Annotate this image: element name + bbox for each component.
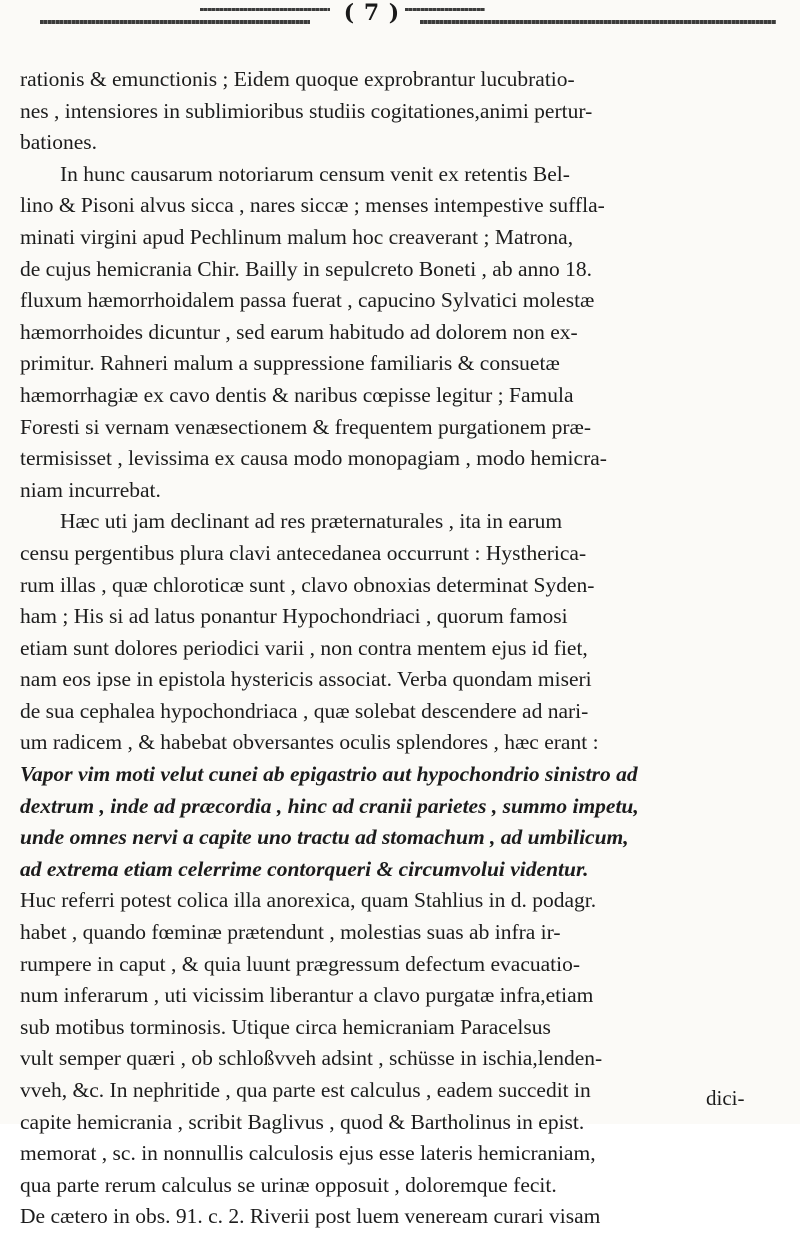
text-line: Foresti si vernam venæsectionem & frequentem purgationem præ-: [20, 414, 592, 439]
header-rule-left: [40, 20, 310, 24]
text-line: primitur. Rahneri malum a suppressione familiaris & consuetæ: [20, 351, 560, 376]
text-line: capite hemicrania , scribit Baglivus , quod & Bartholinus in epist.: [20, 1109, 585, 1134]
text-line: fluxum hæmorrhoidalem passa fuerat , capucino Sylvatici molestæ: [20, 288, 595, 313]
text-line: minati virgini apud Pechlinum malum hoc creaverant ; Matrona,: [20, 224, 574, 249]
text-line-quote: ad extrema etiam celerrime contorqueri & circumvolui videntur.: [20, 856, 589, 881]
text-line: nes , intensiores in sublimioribus studiis cogitationes,animi pertur-: [20, 98, 593, 123]
text-line: vveh, &c. In nephritide , qua parte est calculus , eadem succedit in: [20, 1078, 591, 1102]
page-header: [0, 0, 800, 52]
text-line-quote: Vapor vim moti velut cunei ab epigastrio aut hypochondrio sinistro ad: [20, 762, 638, 787]
body-text: [20, 64, 795, 1233]
header-rule-right: [420, 20, 776, 24]
catchword: dici-: [706, 1086, 745, 1110]
text-line: sub motibus torminosis. Utique circa hemicraniam Paracelsus: [20, 1014, 551, 1039]
header-ornament-left: [200, 8, 330, 11]
text-line: rum illas , quæ chloroticæ sunt , clavo obnoxias determinat Syden-: [20, 572, 595, 597]
text-line: hæmorrhagiæ ex cavo dentis & naribus cœpisse legitur ; Famula: [20, 382, 574, 407]
text-line: lino & Pisoni alvus sicca , nares siccæ ; menses intempestive suffla-: [20, 193, 605, 218]
text-line: De cætero in obs. 91. c. 2. Riverii post luem veneream curari visam: [20, 1204, 601, 1229]
text-line-quote: unde omnes nervi a capite uno tractu ad stomachum , ad umbilicum,: [20, 825, 629, 850]
text-line: bationes.: [20, 130, 98, 155]
text-line: um radicem , & habebat obversantes oculis splendores , hæc erant :: [20, 730, 599, 755]
page-number: ( 7 ): [343, 0, 401, 26]
text-line: Hæc uti jam declinant ad res præternaturales , ita in earum: [60, 509, 563, 534]
text-line: niam incurrebat.: [20, 477, 161, 502]
text-line-quote: dextrum , inde ad præcordia , hinc ad cranii parietes , summo impetu,: [20, 793, 639, 818]
text-line: nam eos ipse in epistola hystericis associat. Verba quondam miseri: [20, 667, 592, 692]
text-line: de sua cephalea hypochondriaca , quæ solebat descendere ad nari-: [20, 698, 589, 723]
header-ornament-right: [405, 8, 485, 11]
text-line: In hunc causarum notoriarum censum venit ex retentis Bel-: [60, 161, 570, 186]
text-line: Huc referri potest colica illa anorexica, quam Stahlius in d. podagr.: [20, 888, 597, 913]
text-line: censu pergentibus plura clavi antecedanea occurrunt : Hystherica-: [20, 540, 587, 565]
text-line: memorat , sc. in nonnullis calculosis ejus esse lateris hemicraniam,: [20, 1141, 596, 1166]
text-line: num inferarum , uti vicissim liberantur a clavo purgatæ infra,etiam: [20, 983, 594, 1008]
text-line: vult semper quæri , ob schloßvveh adsint , schüsse in ischia,lenden-: [20, 1046, 603, 1071]
text-line: termisisset , levissima ex causa modo monopagiam , modo hemicra-: [20, 446, 607, 471]
text-line: habet , quando fœminæ prætendunt , molestias suas ab infra ir-: [20, 920, 561, 945]
text-line: qua parte rerum calculus se urinæ opposuit , doloremque fecit.: [20, 1172, 557, 1197]
text-line: etiam sunt dolores periodici varii , non contra mentem ejus id fiet,: [20, 635, 588, 660]
text-line: rationis & emunctionis ; Eidem quoque exprobrantur lucubratio-: [20, 67, 575, 91]
text-line: hæmorrhoides dicuntur , sed earum habitudo ad dolorem non ex-: [20, 319, 578, 344]
text-line: de cujus hemicrania Chir. Bailly in sepulcreto Boneti , ab anno 18.: [20, 256, 593, 281]
text-line: rumpere in caput , & quia luunt prægressum defectum evacuatio-: [20, 951, 581, 976]
text-line: ham ; His si ad latus ponantur Hypochondriaci , quorum famosi: [20, 604, 568, 629]
